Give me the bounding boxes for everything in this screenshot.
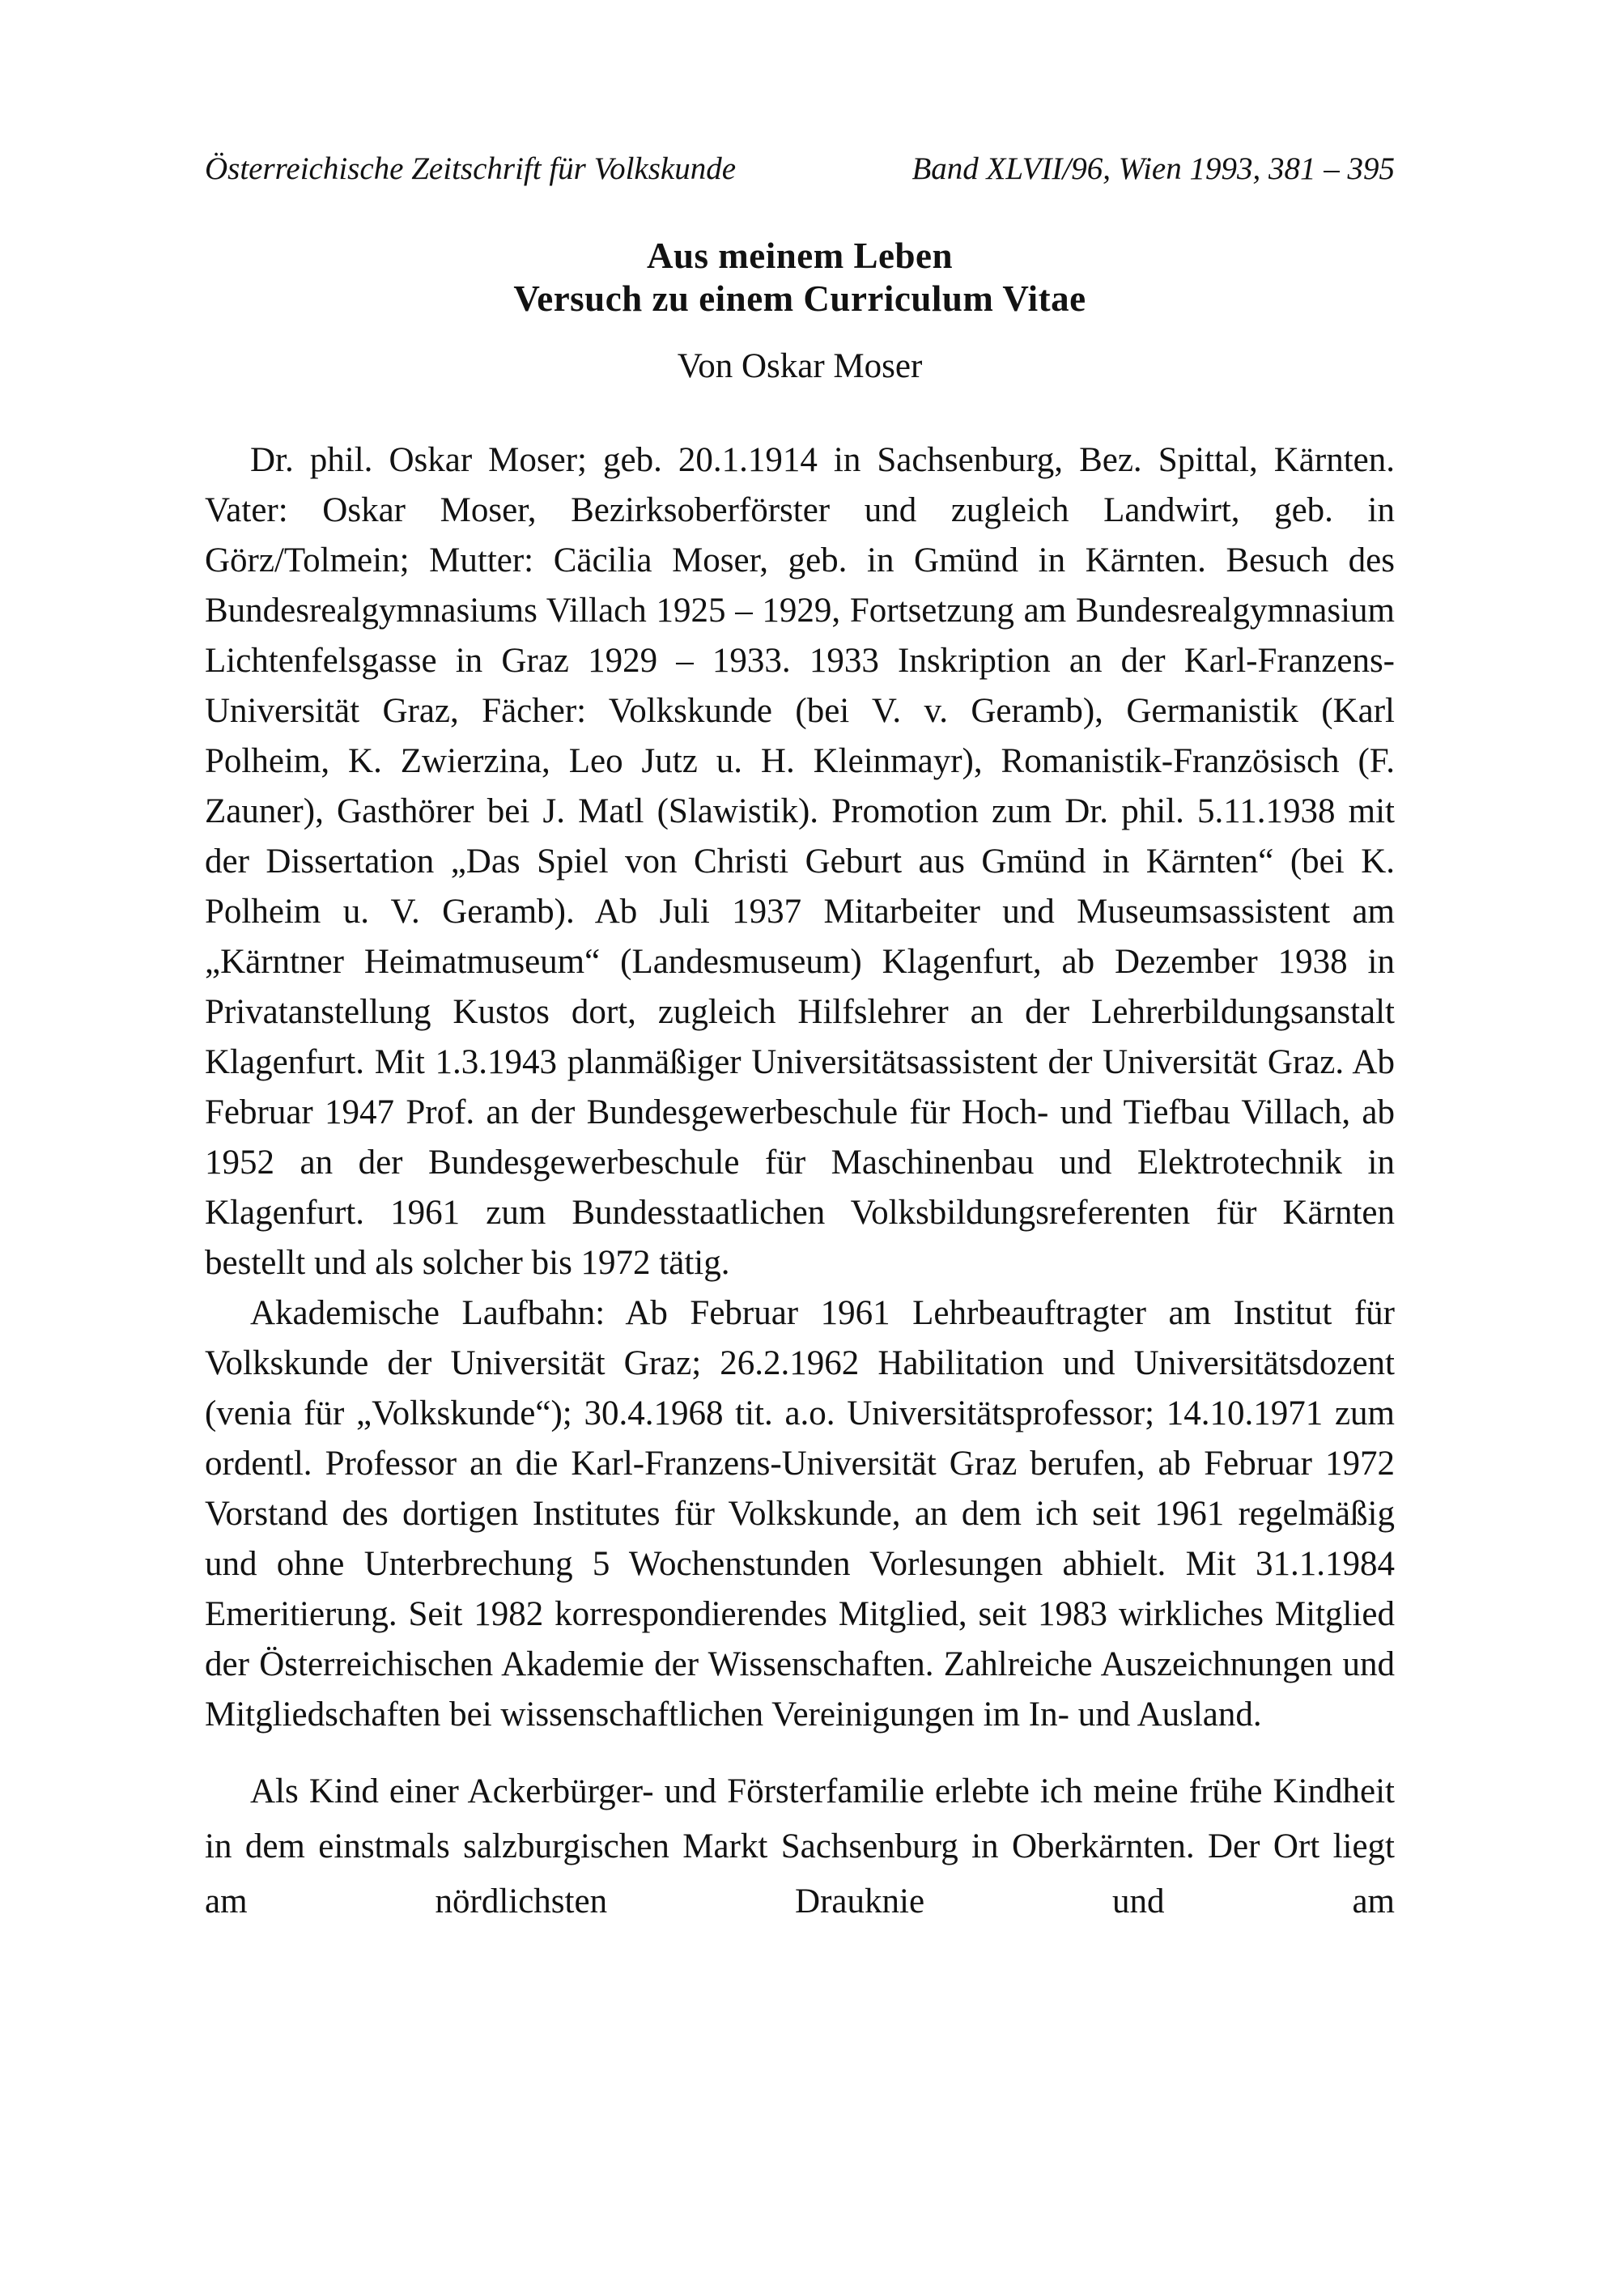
journal-title: Österreichische Zeitschrift für Volkskunde (205, 151, 737, 186)
paragraph-academic-career: Akademische Laufbahn: Ab Februar 1961 Lehrbeauftragter am Institut für Volkskunde der Universität Graz; 26.2.1962 Habilitation und Universitätsdozent (venia für „Volkskunde“); 30.4.1968 tit. a.o. Universitätsprofessor; 14.10.1971 zum ordentl. Professor an die Karl-Franzens-Universität Graz berufen, ab Februar 1972 Vorstand des dortigen Institutes für Volkskunde, an dem ich seit 1961 regelmäßig und ohne Unterbrechung 5 Wochenstunden Vorlesungen abhielt. Mit 31.1.1984 Emeritierung. Seit 1982 korrespondierendes Mitglied, seit 1983 wirkliches Mitglied der Österreichischen Akademie der Wissenschaften. Zahlreiche Auszeichnungen und Mitgliedschaften bei wissenschaftlichen Vereinigungen im In- und Ausland. (205, 1294, 1395, 1734)
paragraph-childhood-narrative: Als Kind einer Ackerbürger- und Försterfamilie erlebte ich meine frühe Kindheit in dem einstmals salzburgischen Markt Sachsenburg in Oberkärnten. Der Ort liegt am nördlichsten Drauknie und am (205, 1772, 1395, 1920)
article-title-line2: Versuch zu einem Curriculum Vitae (513, 278, 1086, 319)
running-header (205, 151, 1395, 188)
article-body (205, 435, 1395, 1929)
page-content (205, 151, 1395, 1929)
article-title (205, 235, 1395, 320)
paragraph-cv-facts: Dr. phil. Oskar Moser; geb. 20.1.1914 in Sachsenburg, Bez. Spittal, Kärnten. Vater: Oskar Moser, Bezirksoberförster und zugleich Landwirt, geb. in Görz/Tolmein; Mutter: Cäcilia Moser, geb. in Gmünd in Kärnten. Besuch des Bundesrealgymnasiums Villach 1925 – 1929, Fortsetzung am Bundesrealgymnasium Lichtenfelsgasse in Graz 1929 – 1933. 1933 Inskription an der Karl-Franzens-Universität Graz, Fächer: Volkskunde (bei V. v. Geramb), Germanistik (Karl Polheim, K. Zwierzina, Leo Jutz u. H. Kleinmayr), Romanistik-Französisch (F. Zauner), Gasthörer bei J. Matl (Slawistik). Promotion zum Dr. phil. 5.11.1938 mit der Dissertation „Das Spiel von Christi Geburt aus Gmünd in Kärnten“ (bei K. Polheim u. V. Geramb). Ab Juli 1937 Mitarbeiter und Museumsassistent am „Kärntner Heimatmuseum“ (Landesmuseum) Klagenfurt, ab Dezember 1938 in Privatanstellung Kustos dort, zugleich Hilfslehrer an der Lehrerbildungsanstalt Klagenfurt. Mit 1.3.1943 planmäßiger Universitätsassistent der Universität Graz. Ab Februar 1947 Prof. an der Bundesgewerbeschule für Hoch- und Tiefbau Villach, ab 1952 an der Bundesgewerbeschule für Maschinenbau und Elektrotechnik in Klagenfurt. 1961 zum Bundesstaatlichen Volksbildungsreferenten für Kärnten bestellt und als solcher bis 1972 tätig. (205, 441, 1395, 1282)
byline: Von Oskar Moser (677, 347, 923, 385)
issue-info: Band XLVII/96, Wien 1993, 381 – 395 (911, 151, 1395, 186)
article-title-line1: Aus meinem Leben (647, 236, 953, 276)
